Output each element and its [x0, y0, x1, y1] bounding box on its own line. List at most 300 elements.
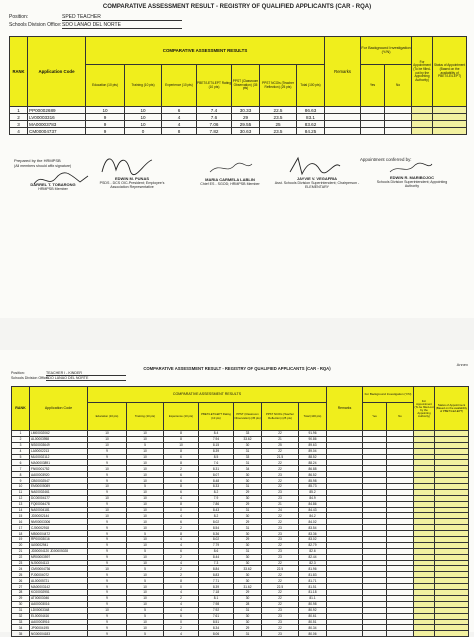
cell-exp: 6: [164, 472, 199, 478]
cell-edu: 10: [88, 566, 127, 572]
cell-total: 86.88: [299, 466, 327, 472]
cell-exp: 8: [164, 436, 199, 442]
cell-pbet: 8.1: [199, 595, 234, 601]
cell-exp: 8: [164, 531, 199, 537]
rank-header: RANK: [10, 37, 28, 107]
status-of-appointment-header: Status of Appointment (Based on the availability of PBET/LE/LEPT): [433, 37, 467, 107]
cell-ncoi: 25: [262, 442, 299, 448]
cell-rank: 25: [12, 572, 30, 578]
cell-obs: 28: [234, 601, 262, 607]
cell-ncoi: 22: [262, 478, 299, 484]
signature-scribble-4: [284, 154, 344, 178]
cell-ncoi: 22: [262, 431, 299, 437]
cell-rank: 14: [12, 507, 30, 513]
cell-code: EL00004416: [30, 613, 88, 619]
cell-no: [385, 114, 412, 121]
cell-total: 84.02: [299, 519, 327, 525]
cell-ncoi: 23: [262, 607, 299, 613]
cell-pbet: 7.9: [199, 495, 234, 501]
cell-code: NA00002461: [30, 489, 88, 495]
cell-pbet: 7.98: [199, 601, 234, 607]
cell-exp: 2: [164, 566, 199, 572]
yes-header: Yes: [361, 65, 385, 107]
cell-ncoi: 23.5: [260, 128, 297, 135]
cell-total: 80.51: [299, 619, 327, 625]
cell-trn: 5: [127, 578, 164, 584]
cell-rank: 16: [12, 519, 30, 525]
cell-exp: 8: [164, 431, 199, 437]
table-row: [10, 107, 467, 114]
cell-trn: 10: [125, 114, 162, 121]
cell-code: NG00004183: [30, 631, 88, 637]
cell-pbet: 8.44: [199, 554, 234, 560]
signatory-2: [92, 176, 172, 189]
remarks-header: Remarks: [325, 37, 361, 107]
cell-remarks: [325, 114, 361, 121]
cell-ncoi: 22: [262, 625, 299, 631]
cell-obs: 30: [234, 619, 262, 625]
cell-total: 84.2: [299, 513, 327, 519]
cell-rank: 2: [10, 114, 28, 121]
cell-pbet: 7.18: [199, 590, 234, 596]
cell-edu: 9: [86, 128, 125, 135]
cell-edu: 9: [88, 531, 127, 537]
prepared-by-label: Prepared by the HRMPSB: [14, 158, 61, 163]
position-value: TEACHER I - KINDER: [46, 371, 126, 376]
cell-code: FQ00004478: [30, 501, 88, 507]
cell-rank: 31: [12, 607, 30, 613]
cell-pbet: 7.92: [199, 607, 234, 613]
cell-edu: 10: [86, 107, 125, 114]
no-header: No: [385, 65, 412, 107]
cell-obs: 33.62: [234, 566, 262, 572]
cell-code: DC00004177: [30, 495, 88, 501]
cell-exp: 8: [164, 484, 199, 490]
cell-code: IA00002941: [30, 542, 88, 548]
cell-exp: 0: [164, 507, 199, 513]
cell-edu: 9: [88, 572, 127, 578]
cell-total: 80.92: [299, 607, 327, 613]
cell-ncoi: 23: [262, 472, 299, 478]
cell-exp: 6: [162, 107, 197, 114]
cell-edu: 9: [88, 584, 127, 590]
cell-total: 80.34: [299, 625, 327, 631]
experience-header: Experience (10 pts): [162, 65, 197, 107]
cell-edu: 9: [88, 625, 127, 631]
cell-code: CB00002547: [30, 478, 88, 484]
cell-total: 80.61: [299, 613, 327, 619]
cell-edu: 9: [86, 114, 125, 121]
cell-status: [433, 128, 467, 135]
cell-total: 83.1: [297, 114, 325, 121]
cell-obs: 30: [234, 613, 262, 619]
position-value: SPED TEACHER: [62, 14, 182, 21]
assessment-table: [11, 386, 469, 637]
cell-obs: 29: [234, 519, 262, 525]
cell-obs: 31: [234, 507, 262, 513]
cell-no: [385, 107, 412, 114]
cell-obs: 31: [234, 448, 262, 454]
cell-rank: 29: [12, 595, 30, 601]
cell-edu: 10: [88, 431, 127, 437]
cell-exp: 8: [164, 578, 199, 584]
cell-edu: 9: [88, 478, 127, 484]
training-header: Training (10 pts): [127, 403, 164, 431]
remarks-header: Remarks: [327, 387, 363, 431]
cell-pbet: 7.6: [197, 114, 232, 121]
cell-rank: 8: [12, 472, 30, 478]
cell-trn: 10: [127, 537, 164, 543]
cell-ncoi: 21.5: [262, 454, 299, 460]
cell-pbet: 7.79: [199, 542, 234, 548]
cell-edu: 9: [88, 501, 127, 507]
cell-ncoi: 22.5: [262, 566, 299, 572]
cell-ncoi: 23: [262, 537, 299, 543]
cell-pbet: 8.2: [199, 513, 234, 519]
office-value: SDO LANAO DEL NORTE: [46, 376, 126, 381]
cell-total: 84.9: [299, 495, 327, 501]
position-label: Position:: [11, 371, 25, 375]
cell-trn: 10: [127, 436, 164, 442]
office-value: SDO LANAO DEL NORTE: [62, 22, 182, 29]
cell-rank: 10: [12, 484, 30, 490]
cell-edu: 9: [88, 595, 127, 601]
cell-obs: 30: [234, 595, 262, 601]
cell-trn: 10: [127, 595, 164, 601]
cell-obs: 30: [234, 554, 262, 560]
cell-code: LA00002213: [30, 448, 88, 454]
cell-ncoi: 22: [262, 460, 299, 466]
cell-trn: 5: [127, 531, 164, 537]
cell-rank: 7: [12, 466, 30, 472]
cell-total: 80.98: [299, 601, 327, 607]
cell-obs: 30: [234, 442, 262, 448]
cell-edu: 9: [88, 578, 127, 584]
cell-total: 81.18: [299, 590, 327, 596]
cell-pbet: 8.07: [199, 472, 234, 478]
cell-exp: 2: [164, 466, 199, 472]
cell-trn: 10: [127, 513, 164, 519]
cell-appointment: [412, 114, 433, 121]
appointment-conferred-label: Appointment conferred by:: [360, 157, 412, 162]
cell-exp: 6: [164, 454, 199, 460]
cell-total: 88.24: [299, 460, 327, 466]
cell-edu: 9: [88, 613, 127, 619]
cell-rank: 4: [10, 128, 28, 135]
cell-ncoi: 23: [262, 554, 299, 560]
cell-edu: 10: [88, 607, 127, 613]
cell-appointment: [412, 128, 433, 135]
cell-exp: 4: [164, 631, 199, 637]
cell-obs: 29: [234, 590, 262, 596]
cell-exp: 8: [162, 128, 197, 135]
cell-exp: 4: [164, 537, 199, 543]
cell-rank: 11: [12, 489, 30, 495]
cell-trn: 10: [125, 121, 162, 128]
annex-label: Annex: [456, 362, 468, 367]
cell-trn: 10: [127, 525, 164, 531]
rank-header: RANK: [12, 387, 30, 431]
cell-total: 84.25: [297, 128, 325, 135]
cell-total: 81.51: [299, 584, 327, 590]
cell-obs: 30: [234, 560, 262, 566]
cell-edu: 10: [88, 513, 127, 519]
cell-pbet: 8.51: [199, 619, 234, 625]
cell-code: EM00005089: [30, 484, 88, 490]
cell-ncoi: 22: [262, 466, 299, 472]
cell-total: 85.98: [299, 478, 327, 484]
car-rqa-page-sped: [0, 0, 474, 318]
cell-obs: 31: [234, 484, 262, 490]
cell-exp: 8: [164, 460, 199, 466]
cell-code: AA00003016: [30, 601, 88, 607]
cell-pbet: 8.34: [199, 625, 234, 631]
cell-obs: 34: [234, 466, 262, 472]
cell-pbet: 8.5: [199, 454, 234, 460]
cell-trn: 10: [127, 466, 164, 472]
pbet-header: PBET/LET/LEPT Rating (10 pts): [199, 403, 234, 431]
cell-obs: 29: [234, 625, 262, 631]
cell-total: 83.36: [299, 531, 327, 537]
cell-ncoi: 22: [262, 448, 299, 454]
cell-rank: 19: [12, 537, 30, 543]
cell-pbet: 7.3: [199, 560, 234, 566]
cell-ncoi: 22: [262, 590, 299, 596]
cell-pbet: 7.6: [199, 460, 234, 466]
position-label: Position:: [9, 14, 29, 20]
cell-exp: 2: [164, 625, 199, 631]
cell-trn: 10: [127, 590, 164, 596]
cell-exp: 4: [164, 560, 199, 566]
cell-trn: 0: [125, 128, 162, 135]
cell-rank: 21: [12, 548, 30, 554]
cell-code: CM00004737: [28, 128, 86, 135]
cell-rank: 3: [12, 442, 30, 448]
cell-pbet: 8.4: [199, 431, 234, 437]
cell-total: 83.62: [297, 121, 325, 128]
cell-ncoi: 22: [262, 578, 299, 584]
cell-rank: 6: [12, 460, 30, 466]
yes-header: Yes: [363, 403, 387, 431]
cell-trn: 10: [127, 560, 164, 566]
cell-yes: [361, 121, 385, 128]
cell-obs: 33: [234, 431, 262, 437]
cell-pbet: 7.82: [197, 128, 232, 135]
cell-rank: 27: [12, 584, 30, 590]
cell-pbet: 8.54: [199, 525, 234, 531]
cell-exp: 4: [164, 495, 199, 501]
cell-exp: 2: [164, 525, 199, 531]
cell-pbet: 8.02: [199, 537, 234, 543]
cell-code: JD00004120 JD00005028: [30, 548, 88, 554]
cell-code: FN00001752: [30, 466, 88, 472]
cell-code: RP00003016: [30, 537, 88, 543]
total-header: Total (100 pts): [299, 403, 327, 431]
cell-rank: 4: [12, 448, 30, 454]
cell-rank: 35: [12, 631, 30, 637]
cell-ncoi: 23: [262, 631, 299, 637]
cell-ncoi: 23: [262, 619, 299, 625]
cell-exp: 4: [164, 542, 199, 548]
cell-obs: 30: [234, 495, 262, 501]
table-row: [10, 128, 467, 135]
cell-edu: 10: [88, 442, 127, 448]
cell-pbet: 8.6: [199, 548, 234, 554]
cell-trn: 10: [127, 472, 164, 478]
cell-ncoi: 23: [262, 495, 299, 501]
background-investigation-header: For Background Investigation (Y/N): [361, 37, 412, 65]
cell-code: NM00003306: [30, 519, 88, 525]
cell-pbet: 7.71: [199, 578, 234, 584]
cell-pbet: 8.39: [199, 448, 234, 454]
cell-remarks: [325, 107, 361, 114]
cell-ncoi: 22: [262, 513, 299, 519]
cell-rank: 34: [12, 625, 30, 631]
cell-total: 88.52: [299, 454, 327, 460]
cell-edu: 9: [88, 454, 127, 460]
cell-total: 81.96: [299, 566, 327, 572]
cell-pbet: 8.36: [199, 531, 234, 537]
cell-exp: 4: [164, 601, 199, 607]
cell-rank: 15: [12, 513, 30, 519]
cell-status: [433, 114, 467, 121]
cell-status: [433, 107, 467, 114]
cell-total: 85.2: [299, 489, 327, 495]
cell-code: PJ00004072: [30, 572, 88, 578]
cell-trn: 5: [127, 442, 164, 448]
cell-appointment: [412, 107, 433, 114]
cell-ncoi: 23: [262, 531, 299, 537]
cell-edu: 9: [88, 519, 127, 525]
cell-pbet: 8.2: [199, 489, 234, 495]
cell-remarks: [325, 128, 361, 135]
cell-obs: 33.62: [234, 436, 262, 442]
cell-code: JD00002144: [30, 513, 88, 519]
cell-exp: 4: [162, 121, 197, 128]
cell-ncoi: 22: [262, 572, 299, 578]
cell-trn: 10: [125, 107, 162, 114]
cell-rank: 9: [12, 478, 30, 484]
application-code-header: Application Code: [28, 37, 86, 107]
cell-code: MA00003142: [30, 584, 88, 590]
cell-total: 85.73: [299, 484, 327, 490]
cell-total: 81.71: [299, 578, 327, 584]
cell-obs: 30: [234, 578, 262, 584]
cell-appointment: [412, 121, 433, 128]
ppst-ncoi-header: PPST NCOIs (Teacher Reflection) (25 pts): [262, 403, 299, 431]
cell-code: PP00002689: [28, 107, 86, 114]
cell-ncoi: 23.5: [260, 114, 297, 121]
cell-trn: 5: [127, 613, 164, 619]
cell-rank: 2: [12, 436, 30, 442]
cell-obs: 30: [234, 572, 262, 578]
cell-code: LD00003348: [30, 607, 88, 613]
cell-code: NJ00004113: [30, 560, 88, 566]
car-rqa-page-kinder: [0, 350, 474, 636]
cell-status: [433, 121, 467, 128]
office-label: Schools Division Office:: [9, 22, 62, 28]
cell-ncoi: 22: [262, 595, 299, 601]
cell-exp: 4: [162, 114, 197, 121]
cell-total: 89.04: [299, 448, 327, 454]
cell-obs: 29: [234, 501, 262, 507]
for-appointment-header: For Appointment (To be filled-out by the Appointing Authority): [412, 37, 433, 107]
cell-exp: 2: [164, 572, 199, 578]
cell-code: LM00002062: [30, 431, 88, 437]
cell-rank: 20: [12, 542, 30, 548]
cell-trn: 10: [127, 625, 164, 631]
cell-pbet: 8.39: [199, 584, 234, 590]
cell-edu: 10: [88, 484, 127, 490]
cell-ncoi: 25: [260, 121, 297, 128]
cell-obs: 31: [234, 548, 262, 554]
cell-ncoi: 21: [262, 501, 299, 507]
cell-trn: 10: [127, 448, 164, 454]
cell-total: 91.96: [299, 431, 327, 437]
signatory-4: [272, 176, 362, 189]
cell-exp: 4: [164, 513, 199, 519]
ppst-observation-header: PPST (Classroom Observation) (35 pts): [234, 403, 262, 431]
cell-pbet: 8.84: [199, 566, 234, 572]
signatory-5-name: EDWIN R. MARIBOJOC: [390, 175, 434, 180]
cell-trn: 10: [127, 507, 164, 513]
cell-trn: 10: [127, 489, 164, 495]
cell-obs: 31: [234, 607, 262, 613]
cell-yes: [361, 128, 385, 135]
cell-code: MB00004472: [30, 531, 88, 537]
signature-scribble-2: [96, 152, 156, 178]
cell-trn: 5: [127, 548, 164, 554]
cell-exp: 0: [164, 619, 199, 625]
cell-code: ML00002112: [30, 454, 88, 460]
signatory-2-name: EDWIN M. PUNAS: [115, 176, 149, 181]
cell-obs: 29.55: [232, 121, 260, 128]
pbet-header: PBET/LET/LEPT Rating (10 pts): [197, 65, 232, 107]
cell-total: 81.83: [299, 572, 327, 578]
cell-obs: 31: [234, 460, 262, 466]
total-header: Total (100 pts): [297, 65, 325, 107]
cell-trn: 10: [127, 619, 164, 625]
cell-code: MR00003597: [30, 554, 88, 560]
cell-exp: 2: [164, 554, 199, 560]
cell-trn: 10: [127, 554, 164, 560]
cell-rank: 23: [12, 560, 30, 566]
cell-rank: 24: [12, 566, 30, 572]
cell-trn: 5: [127, 484, 164, 490]
cell-edu: 10: [88, 507, 127, 513]
cell-code: MA00003783: [28, 121, 86, 128]
cell-code: AL00005721: [30, 578, 88, 584]
cell-rank: 30: [12, 601, 30, 607]
signature-scribble-3: [206, 158, 256, 178]
cell-exp: 6: [164, 478, 199, 484]
cell-code: NA00004181: [30, 507, 88, 513]
cell-trn: 10: [127, 519, 164, 525]
cell-obs: 30: [234, 513, 262, 519]
cell-obs: 29: [234, 537, 262, 543]
cell-total: 80.06: [299, 631, 327, 637]
ppst-observation-header: PPST (Classroom Observation) (35 pts): [232, 65, 260, 107]
cell-obs: 29: [234, 489, 262, 495]
cell-trn: 10: [127, 542, 164, 548]
cell-ncoi: 22: [262, 519, 299, 525]
cell-edu: 9: [88, 631, 127, 637]
cell-obs: 29: [232, 114, 260, 121]
cell-edu: 9: [88, 489, 127, 495]
cell-obs: 33: [234, 454, 262, 460]
cell-pbet: 8.83: [199, 572, 234, 578]
training-header: Training (10 pts): [125, 65, 162, 107]
